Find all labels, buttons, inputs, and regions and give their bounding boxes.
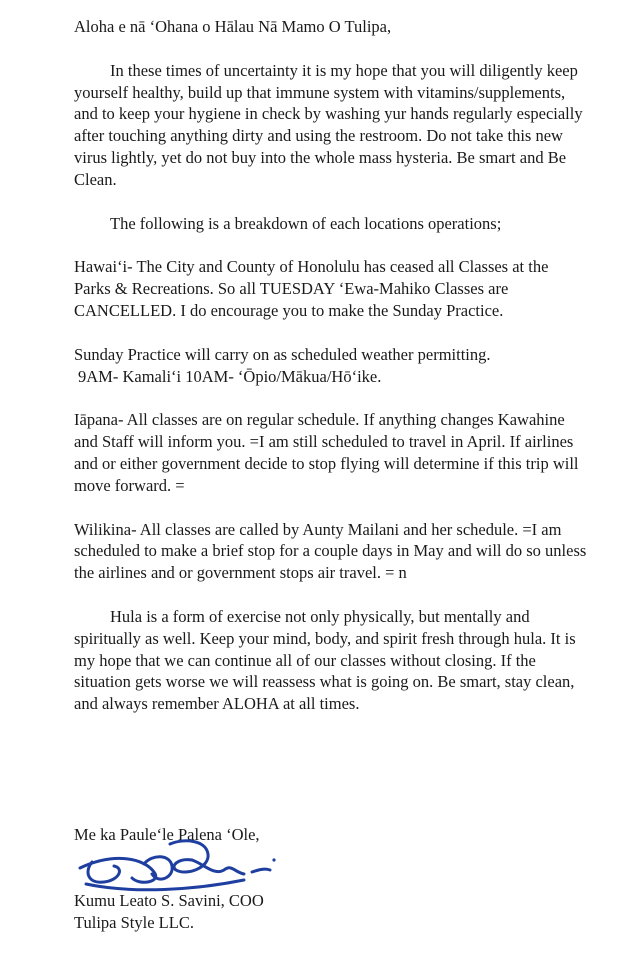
paragraph-wilikina: Wilikina- All classes are called by Aunty Mailani and her schedule. =I am scheduled to make a brief stop for a couple days in May and will do so unless the airlines and or government stops air travel. = n [74, 519, 587, 583]
paragraph-breakdown-intro: The following is a breakdown of each locations operations; [110, 213, 502, 233]
paragraph-hawaii: Hawaiʻi- The City and County of Honolulu has ceased all Classes at the Parks & Recreations. So all TUESDAY ʻEwa-Mahiko Classes are CANCELLED. I do encourage you to make the Sunday Practice. [74, 257, 549, 320]
signoff [74, 890, 264, 934]
signer-name: Kumu Leato S. Savini, COO [74, 891, 264, 910]
paragraph-iapana: Iāpana- All classes are on regular schedule. If anything changes Kawahine and Staff will inform you. =I am still scheduled to travel in April. If airlines and or either government decide to stop flying will determine if this trip will move forward. = [74, 410, 579, 495]
company-name: Tulipa Style LLC. [74, 912, 194, 932]
paragraph-hula: Hula is a form of exercise not only physically, but mentally and spiritually as well. Keep your mind, body, and spirit fresh through hula. It is my hope that we can continue all of our classes without closing. If the situation gets worse we will reassess what is going on. Be smart, stay clean, and always remember ALOHA at all times. [74, 606, 576, 714]
closing-line: Me ka Pauleʻle Palena ʻOle, [74, 825, 260, 844]
handwritten-signature [74, 824, 434, 899]
signature-block [74, 824, 434, 899]
salutation: Aloha e nā ʻOhana o Hālau Nā Mamo O Tulipa, [74, 17, 392, 36]
paragraph-sunday-practice: Sunday Practice will carry on as scheduled weather permitting. [74, 344, 491, 364]
paragraph-health: In these times of uncertainty it is my hope that you will diligently keep yourself healthy, build up that immune system with vitamins/supplements, and to keep your hygiene in check by washing yur hands regularly especially after touching anything dirty and using the restroom. Do not take this new virus lightly, yet do not buy into the whole mass hysteria. Be smart and Be Clean. [74, 60, 583, 189]
sunday-schedule: 9AM- Kamaliʻi 10AM- ʻŌpio/Mākua/Hōʻike. [78, 366, 382, 386]
